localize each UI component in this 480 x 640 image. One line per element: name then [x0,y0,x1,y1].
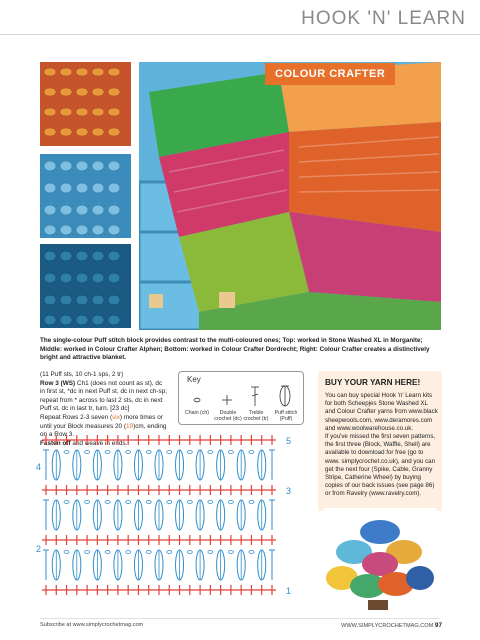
footer-url-page [341,622,442,629]
buy-title: BUY YOUR YARN HERE! [325,378,421,387]
chain-mark [167,551,172,554]
row-number: 5 [286,436,292,446]
chain-mark [208,551,213,554]
colour-crafter-badge: COLOUR CRAFTER [265,63,395,85]
chain-mark [105,501,110,504]
chain-mark [126,451,131,454]
chain-mark [64,501,69,504]
chain-mark [105,451,110,454]
fasten-off-text: and weave in ends. [70,439,128,447]
chain-mark [85,551,90,554]
puff-oval-icon [280,386,290,406]
treble-t-icon [251,387,259,406]
buy-paragraph-1: You can buy special Hook 'n' Learn kits for both Scheepjes Stone Washed XL and Colour Crafter yarns from www.black sheepwools.com, www.deramores.com and www.woolwarehouse.co.uk. [325,392,438,432]
buy-paragraph-2: If you've missed the first seven patterns, the first three (Block, Waffle, Shell) are available to download for free (go to www. simplycrochet.co.uk), and you can get the next four (Spike, Cable, Granny Stripe, Catherine Wheel) by buying copies of our back issues (see page 86) or from Ravelry (www.ravelry.com). [325,433,436,498]
blanket-photo [139,62,441,330]
key-chain-label: Chain (ch) [185,410,209,416]
row-number: 3 [286,486,292,496]
row-number: 1 [286,586,292,596]
chain-mark [249,501,254,504]
swatch-photo-top [40,62,131,146]
key-title: Key [187,375,201,384]
caption-text: The single-colour Puff stitch block provides contrast to the multi-coloured ones; Top: worked in Stone Washed XL in Morganite; Middle: worked in Colour Crafter Alphen; Bottom: worked in Colour Crafter Dordrecht; Right: Colour Crafter creates a distinctively bright and attractive blanket. [40,337,430,361]
key-dc-label: Double crochet (dc) [214,410,242,422]
repeat-text-c: )cm, ending on a Row 3. [40,422,167,439]
chain-mark [208,501,213,504]
chain-mark [126,551,131,554]
chain-mark [167,501,172,504]
cross-icon [222,395,232,405]
row-number: 4 [36,462,42,472]
page-section-title: HOOK 'N' LEARN [301,8,466,29]
swatch-photo-middle [40,154,131,238]
chain-mark [64,551,69,554]
header-divider [0,34,480,35]
repeat-text-a: Repeat Rows 2-3 seven ( [40,413,113,421]
buy-body [325,392,439,499]
chain-mark [228,551,233,554]
chain-mark [167,451,172,454]
stitch-key [178,371,304,425]
chain-mark [105,551,110,554]
key-symbols [179,374,303,410]
key-puff-label: Puff stitch (Puff) [274,410,298,422]
buy-your-yarn-box [318,371,442,511]
chain-oval-icon [194,398,200,402]
row-3-text: Ch1 (does not count as st), dc in first st, *dc in next Puff st, dc in next ch-sp; repeat from * across to last 2 sts, dc in next Puff st, dc in last tr, turn. [23 dc] [40,379,168,413]
repeat-text-b: ) more times or until your Block measures 20 ( [40,413,163,430]
chain-mark [187,551,192,554]
row-3-label: Row 3 (WS) [40,379,76,387]
row-3-instruction [40,380,168,414]
chain-mark [208,451,213,454]
stitch-count-line: (11 Puff sts, 10 ch-1 sps, 2 tr) [40,371,124,378]
chain-mark [187,451,192,454]
fasten-off-label: Fasten off [40,439,71,447]
chain-mark [146,501,151,504]
chain-mark [64,451,69,454]
page-number: 97 [434,622,442,629]
key-tr-label: Treble crochet (tr) [243,410,269,422]
yarn-balls-photo [324,508,436,612]
chain-mark [249,551,254,554]
repeat-alt-count: six [112,413,120,421]
chain-mark [126,501,131,504]
chain-mark [85,501,90,504]
swatch-photo-bottom [40,244,131,328]
chain-mark [146,551,151,554]
photo-caption [40,337,442,363]
chain-mark [249,451,254,454]
chain-mark [187,501,192,504]
footer-url: WWW.SIMPLYCROCHETMAG.COM [341,623,434,629]
footer-subscribe: Subscribe at www.simplycrochetmag.com [40,622,144,628]
repeat-alt-cm: 19 [125,422,134,430]
chain-mark [146,451,151,454]
footer-divider [40,618,440,619]
row-number: 2 [36,544,42,554]
chain-mark [228,451,233,454]
chain-mark [228,501,233,504]
crochet-stitch-chart [34,428,304,610]
chain-mark [85,451,90,454]
